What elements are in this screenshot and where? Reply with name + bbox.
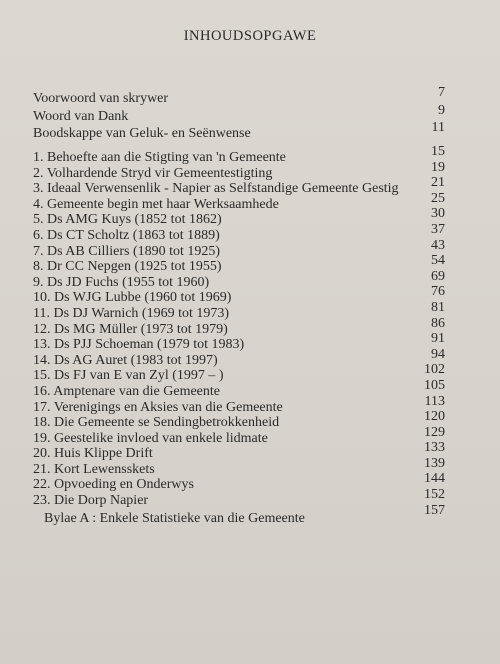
toc-entry-label: 21. Kort Lewensskets xyxy=(33,461,155,477)
toc-entry-label: 13. Ds PJJ Schoeman (1979 tot 1983) xyxy=(33,337,245,353)
toc-entry xyxy=(33,175,445,197)
toc-entry-page-number: 144 xyxy=(424,471,445,487)
toc-entry-page-number: 25 xyxy=(431,190,445,206)
toc-entry xyxy=(33,346,445,369)
toc-entry-label: 3. Ideaal Verwensenlik - Napier as Selfstandige Gemeente Gestig xyxy=(33,181,399,197)
toc-entry xyxy=(33,284,445,306)
toc-entry xyxy=(33,331,445,353)
toc-entry-label: 23. Die Dorp Napier xyxy=(33,493,149,509)
toc-entry xyxy=(33,393,445,416)
toc-entry-page-number: 43 xyxy=(431,237,445,253)
toc-entry-label: Woord van Dank xyxy=(33,108,129,124)
toc-entry-page-number: 91 xyxy=(431,331,445,347)
toc-entry-label: 2. Volhardende Stryd vir Gemeentestigting xyxy=(33,165,273,181)
toc-entry xyxy=(33,440,445,462)
toc-entry xyxy=(33,120,445,144)
toc-entry-label: 8. Dr CC Nepgen (1925 tot 1955) xyxy=(33,259,222,275)
toc-entry-label: 7. Ds AB Cilliers (1890 tot 1925) xyxy=(33,243,221,259)
toc-entry-page-number: 54 xyxy=(431,253,445,269)
page-title: INHOUDSOPGAWE xyxy=(183,28,317,44)
appendix-entry-page-number: 157 xyxy=(424,502,445,518)
toc-entry-page-number: 9 xyxy=(438,102,445,118)
toc-entry-page-number: 139 xyxy=(424,455,445,471)
toc-entry-page-number: 152 xyxy=(424,487,445,503)
toc-entry xyxy=(33,455,445,478)
toc-entry-page-number: 69 xyxy=(431,268,445,284)
toc-entry xyxy=(33,362,445,384)
toc-entry-label: 15. Ds FJ van E van Zyl (1997 – ) xyxy=(33,368,224,384)
toc-entry xyxy=(33,377,445,400)
toc-entry xyxy=(33,299,445,322)
toc-entry-page-number: 133 xyxy=(424,440,445,456)
toc-entry xyxy=(33,487,445,509)
toc-entry xyxy=(33,268,445,291)
front-matter-list xyxy=(33,85,445,144)
toc-entry xyxy=(33,206,445,228)
toc-entry-page-number: 113 xyxy=(424,393,445,409)
toc-entry xyxy=(33,190,445,213)
toc-entry-label: 14. Ds AG Auret (1983 tot 1997) xyxy=(33,352,218,368)
toc-entry-page-number: 94 xyxy=(431,346,445,362)
toc-entry-page-number: 120 xyxy=(424,409,445,425)
toc-entry xyxy=(33,253,445,275)
toc-entry xyxy=(33,102,445,127)
toc-entry-page-number: 15 xyxy=(431,144,445,159)
toc-entry-label: 17. Verenigings en Aksies van die Gemeente xyxy=(33,399,283,415)
toc-entry xyxy=(33,144,445,166)
toc-entry-label: 12. Ds MG Müller (1973 tot 1979) xyxy=(33,321,228,337)
toc-entry-page-number: 30 xyxy=(431,206,445,222)
toc-entry xyxy=(33,237,445,260)
toc-entry-page-number: 86 xyxy=(431,315,445,331)
toc-entry-label: 10. Ds WJG Lubbe (1960 tot 1969) xyxy=(33,290,232,306)
toc-entry xyxy=(33,85,445,109)
toc-entry-label: 19. Geestelike invloed van enkele lidmate xyxy=(33,430,268,446)
toc-entry xyxy=(33,221,445,244)
toc-entry xyxy=(33,159,445,182)
toc-entry-label: 16. Amptenare van die Gemeente xyxy=(33,383,220,399)
toc-entry-page-number: 102 xyxy=(424,362,445,378)
chapter-list xyxy=(33,144,445,524)
toc-entry-page-number: 21 xyxy=(431,175,445,191)
toc-entry-page-number: 81 xyxy=(431,299,445,315)
toc-entry-label: Voorwoord van skrywer xyxy=(33,91,169,106)
toc-entry-label: 9. Ds JD Fuchs (1955 tot 1960) xyxy=(33,274,210,290)
toc-entry-page-number: 129 xyxy=(424,424,445,440)
toc-entry xyxy=(33,471,445,493)
toc-entry-label: 6. Ds CT Scholtz (1863 tot 1889) xyxy=(33,227,220,243)
toc-entry xyxy=(33,424,445,447)
toc-entry-page-number: 76 xyxy=(431,284,445,300)
toc-entry-label: 18. Die Gemeente se Sendingbetrokkenheid xyxy=(33,415,280,431)
toc-entry-label: 22. Opvoeding en Onderwys xyxy=(33,477,194,493)
toc-entry-page-number: 105 xyxy=(424,377,445,393)
toc-entry-label: 1. Behoefte aan die Stigting van 'n Gemeente xyxy=(33,150,286,165)
toc-entry-label: Boodskappe van Geluk- en Seënwense xyxy=(33,126,251,141)
toc-entry-label: 11. Ds DJ Warnich (1969 tot 1973) xyxy=(33,305,230,321)
toc-entry-page-number: 19 xyxy=(431,159,445,175)
toc-entry-label: 5. Ds AMG Kuys (1852 tot 1862) xyxy=(33,212,222,228)
toc-entry-page-number: 37 xyxy=(431,221,445,237)
toc-entry-page-number: 11 xyxy=(431,120,445,135)
appendix-entry-label: Bylae A : Enkele Statistieke van die Gemeente xyxy=(44,511,305,526)
toc-entry xyxy=(33,315,445,338)
toc-entry xyxy=(33,409,445,431)
toc-entry-page-number: 7 xyxy=(438,85,445,100)
toc-entry-label: 4. Gemeente begin met haar Werksaamhede xyxy=(33,196,279,212)
toc-entry-label: 20. Huis Klippe Drift xyxy=(33,446,153,462)
